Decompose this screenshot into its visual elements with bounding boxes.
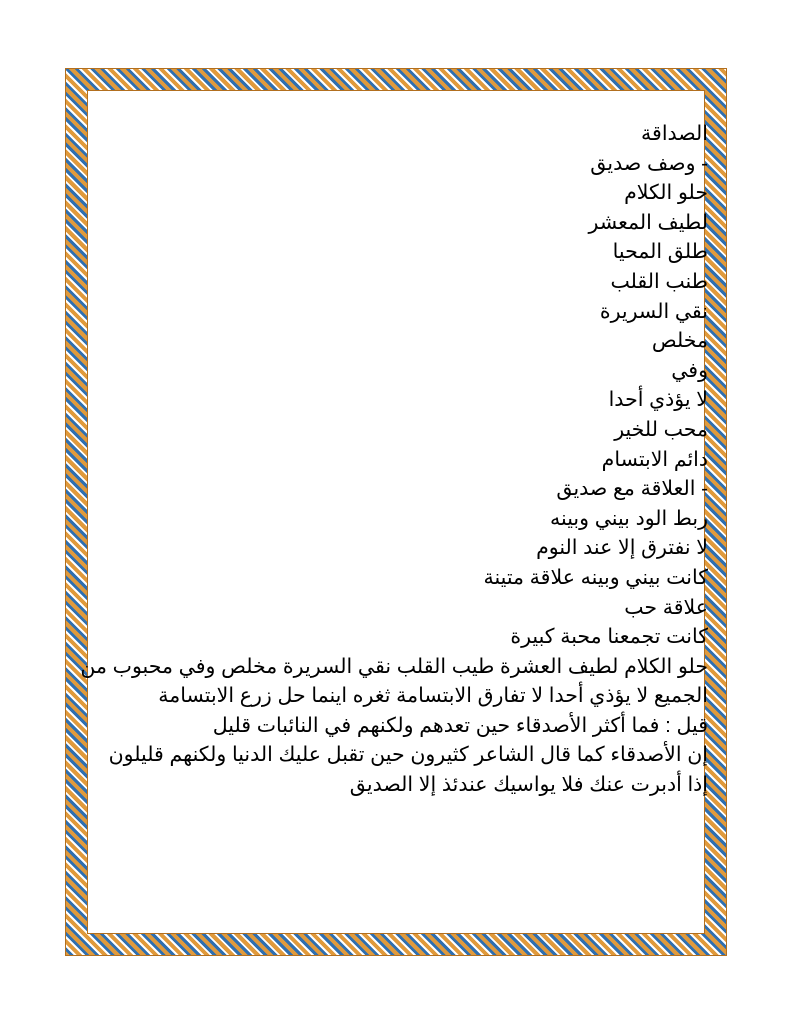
list-item: كانت بيني وبينه علاقة متينة <box>483 565 708 589</box>
list-item: محب للخير <box>614 417 708 441</box>
list-item: كانت تجمعنا محبة كبيرة <box>510 625 708 649</box>
list-item: حلو الكلام <box>624 181 708 205</box>
list-item: علاقة حب <box>624 595 708 619</box>
list-item: طلق المحيا <box>612 240 708 264</box>
paragraph-line: إن الأصدقاء كما قال الشاعر كثيرون حين تقبل عليك الدنيا ولكنهم قليلون <box>108 743 708 767</box>
paragraph-line: الجميع لا يؤذي أحدا لا تفارق الابتسامة ثغره اينما حل زرع الابتسامة <box>158 684 708 708</box>
list-item: وفي <box>671 358 708 382</box>
list-item: دائم الابتسام <box>601 447 708 471</box>
document-body <box>80 119 708 800</box>
paragraph-line: حلو الكلام لطيف العشرة طيب القلب نقي السريرة مخلص وفي محبوب من <box>80 654 708 678</box>
document-title: الصداقة <box>641 122 708 145</box>
paragraph-line: إذا أدبرت عنك فلا يواسيك عندئذ إلا الصديق <box>349 773 708 797</box>
list-item: لطيف المعشر <box>588 210 708 234</box>
list-item: لا نفترق إلا عند النوم <box>536 536 708 560</box>
list-item: ربط الود بيني وبينه <box>550 506 708 530</box>
section-heading: - وصف صديق <box>590 151 708 175</box>
list-item: لا يؤذي أحدا <box>608 388 708 412</box>
list-item: طنب القلب <box>610 269 708 293</box>
section-heading: - العلاقة مع صديق <box>556 477 708 501</box>
quote-line: قيل : فما أكثر الأصدقاء حين تعدهم ولكنهم في النائبات قليل <box>212 713 708 737</box>
list-item: مخلص <box>651 329 708 353</box>
list-item: نقي السريرة <box>599 299 708 323</box>
